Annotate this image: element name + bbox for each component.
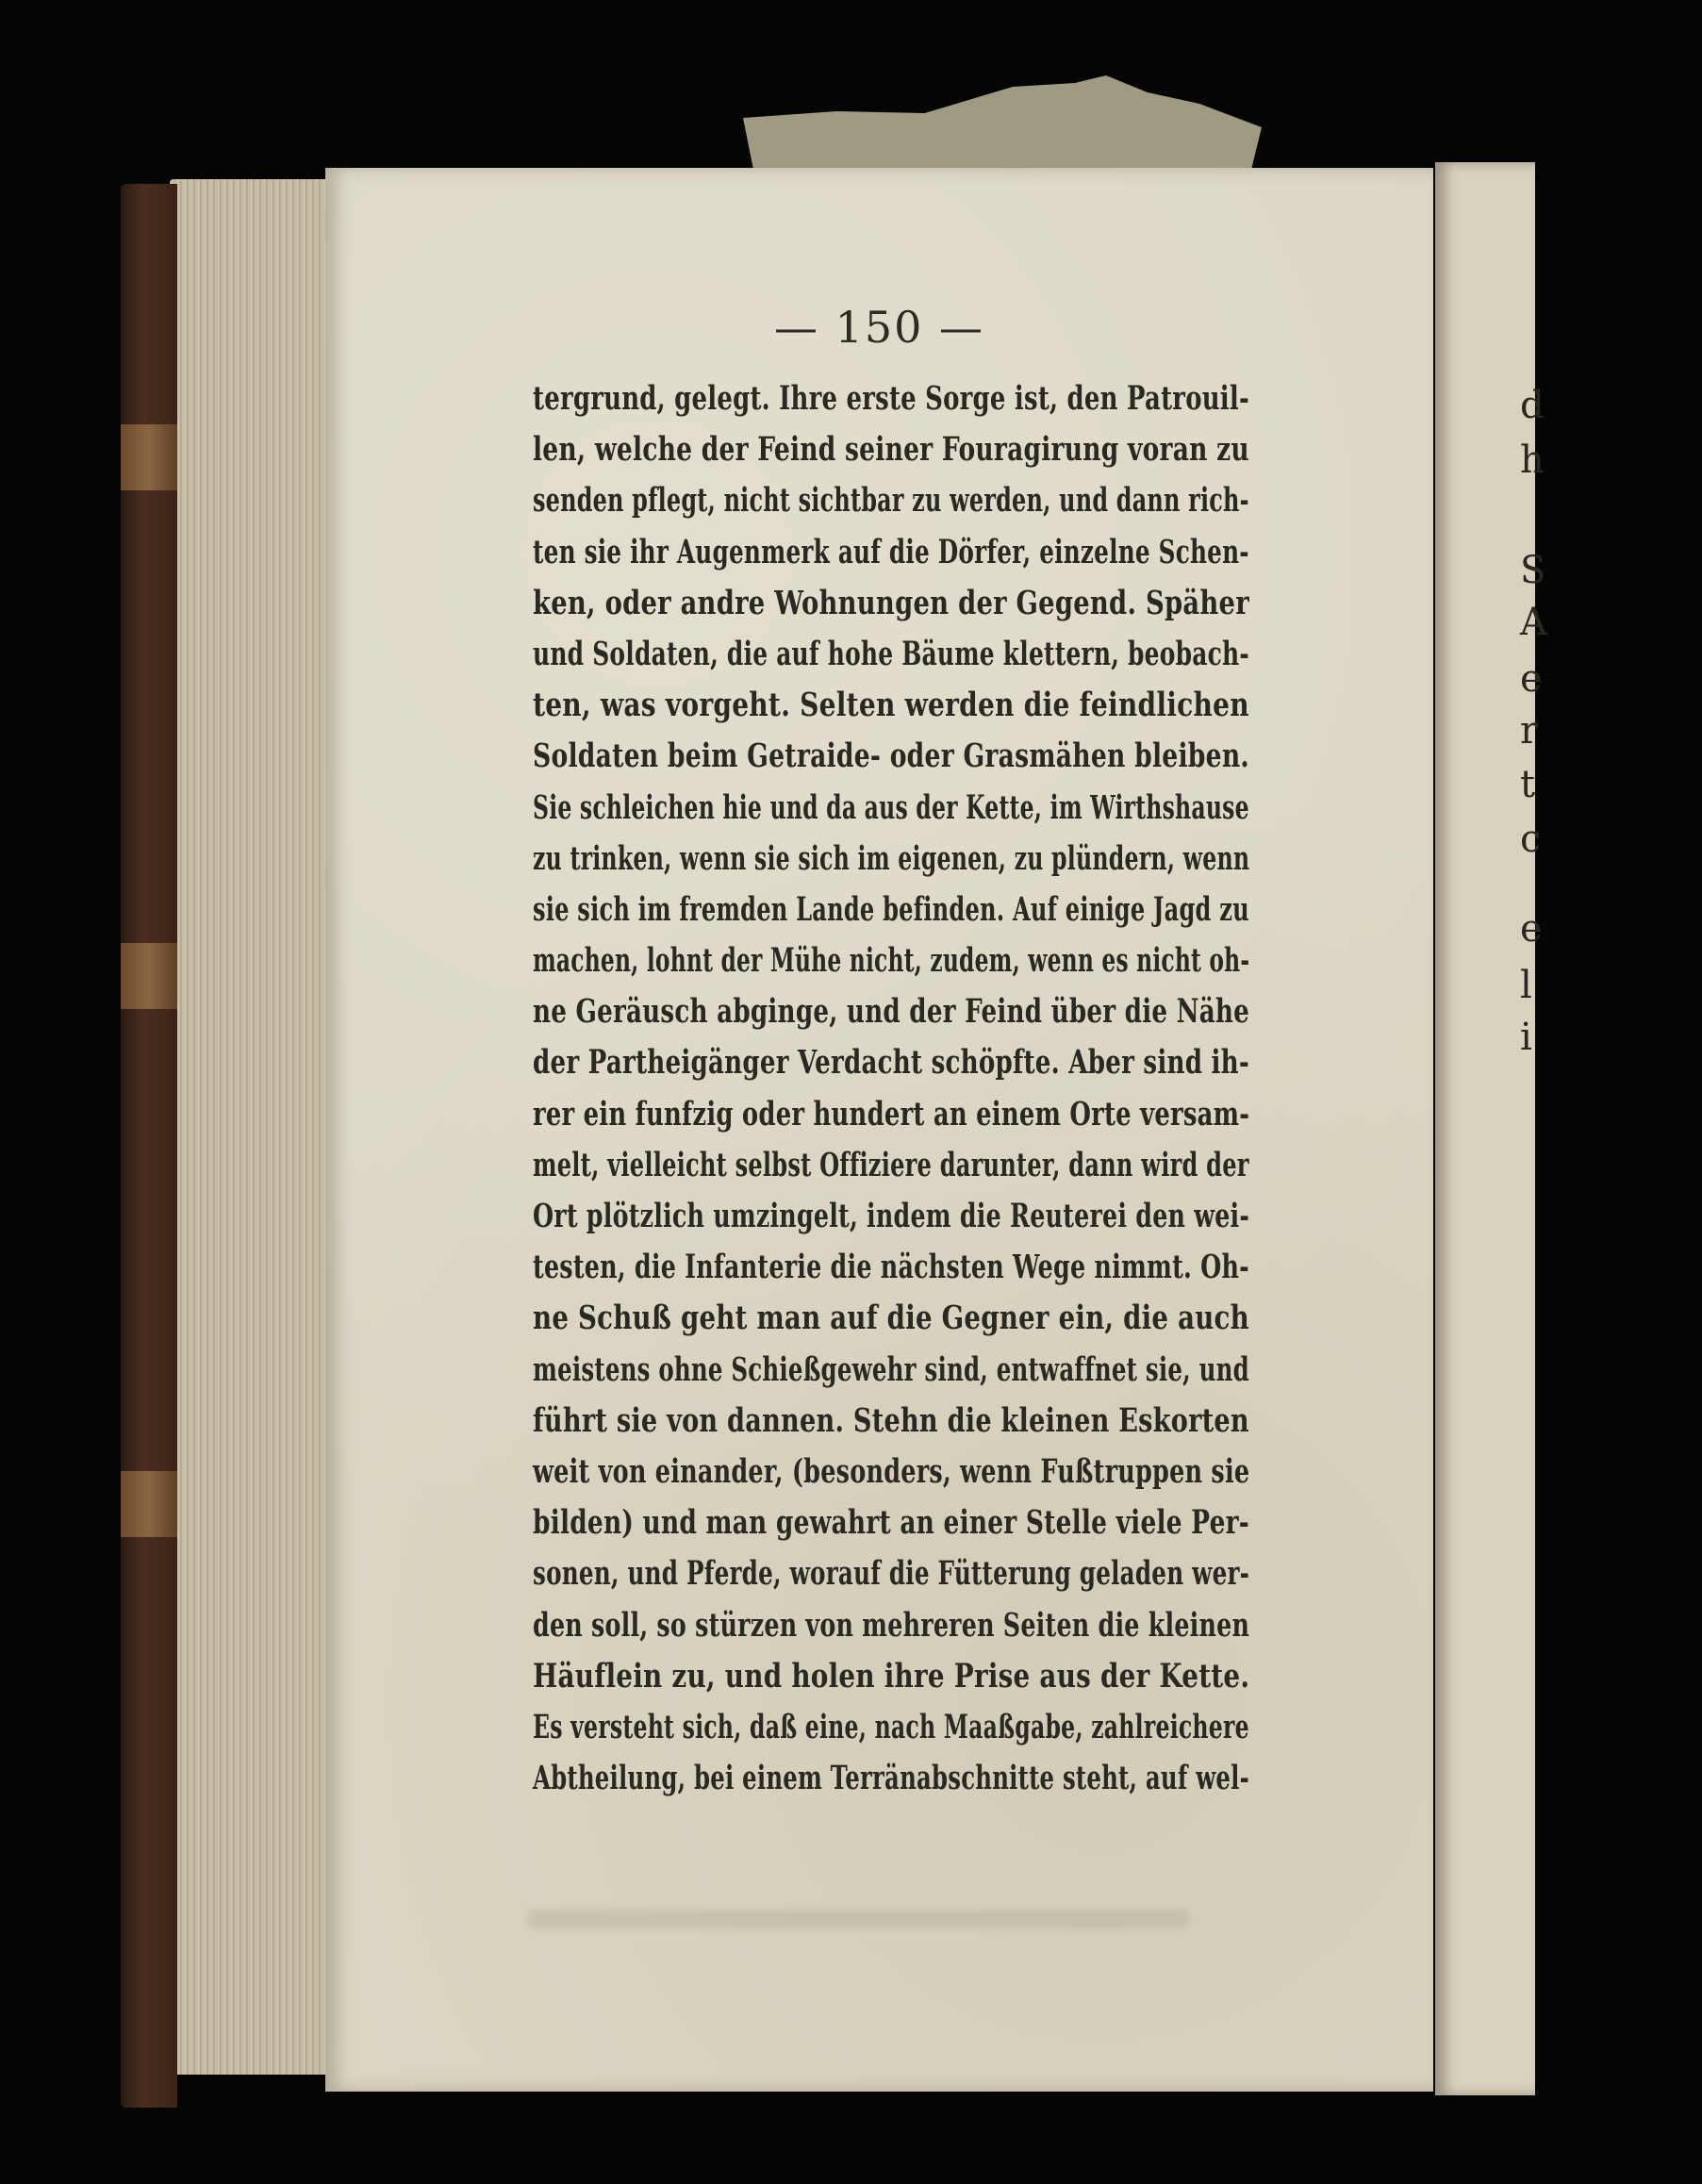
next-page-letter: l — [1520, 964, 1532, 1007]
text-line: Abtheilung, bei einem Terränabschnitte steht, auf wel- — [533, 1759, 1249, 1798]
text-line: len, welche der Feind seiner Fouragirung voran zu — [533, 430, 1249, 470]
next-page-letter: e — [1520, 907, 1543, 951]
torn-paper-strip — [743, 75, 1262, 170]
text-line: Häuflein zu, und holen ihre Prise aus der Kette. — [533, 1656, 1250, 1696]
text-line: Sie schleichen hie und da aus der Kette, im Wirthshause — [533, 787, 1249, 827]
cover-band — [121, 1471, 177, 1537]
text-line: den soll, so stürzen von mehreren Seiten die kleinen — [533, 1605, 1250, 1645]
next-page-letter: c — [1520, 818, 1542, 861]
text-line: bilden) und man gewahrt an einer Stelle viele Per- — [533, 1503, 1249, 1543]
next-page-letter: h — [1520, 438, 1545, 482]
text-line: und Soldaten, die auf hohe Bäume klettern, beobach- — [533, 634, 1249, 673]
next-page-letter: S — [1520, 549, 1546, 592]
text-line: ken, oder andre Wohnungen der Gegend. Späher — [533, 583, 1249, 622]
text-line: meistens ohne Schießgewehr sind, entwaffnet sie, und — [533, 1349, 1249, 1389]
text-line: sonen, und Pferde, worauf die Fütterung geladen wer- — [533, 1554, 1250, 1594]
page-edges — [170, 179, 330, 2075]
text-line: sie sich im fremden Lande befinden. Auf einige Jagd zu — [533, 889, 1249, 929]
bleed-through — [528, 1910, 1188, 1928]
text-line: ne Schuß geht man auf die Gegner ein, die auch — [533, 1299, 1249, 1338]
text-line: führt sie von dannen. Stehn die kleinen Eskorten — [533, 1400, 1249, 1440]
cover-band — [121, 943, 177, 1009]
next-page-letter: t — [1520, 763, 1536, 806]
text-line: Ort plötzlich umzingelt, indem die Reuterei den wei- — [533, 1197, 1250, 1235]
text-line: senden pflegt, nicht sichtbar zu werden, und dann rich- — [533, 481, 1249, 521]
text-line: tergrund, gelegt. Ihre erste Sorge ist, den Patrouil- — [533, 379, 1249, 418]
page-text — [533, 373, 1702, 1804]
text-line: melt, vielleicht selbst Offiziere darunter, dann wird der — [533, 1145, 1249, 1184]
text-line: machen, lohnt der Mühe nicht, zudem, wenn es nicht oh- — [533, 941, 1250, 981]
next-page-letter: e — [1520, 657, 1543, 701]
next-page-letter: r — [1520, 709, 1539, 753]
next-page-letter: A — [1520, 601, 1547, 644]
text-line: testen, die Infanterie die nächsten Wege nimmt. Oh- — [533, 1248, 1249, 1287]
text-line: ne Geräusch abginge, und der Feind über die Nähe — [533, 992, 1250, 1032]
next-page-letter: i — [1520, 1016, 1532, 1059]
book-page — [325, 168, 1433, 2092]
text-line: Soldaten beim Getraide- oder Grasmähen bleiben. — [533, 736, 1249, 776]
text-line: rer ein funfzig oder hundert an einem Orte versam- — [533, 1094, 1250, 1133]
next-page-letter: d — [1520, 384, 1545, 427]
text-line: Es versteht sich, daß eine, nach Maaßgabe, zahlreichere — [533, 1707, 1249, 1746]
text-line: ten sie ihr Augenmerk auf die Dörfer, einzelne Schen- — [533, 532, 1249, 571]
text-line: der Partheigänger Verdacht schöpfte. Aber sind ih- — [533, 1043, 1249, 1083]
text-line: ten, was vorgeht. Selten werden die feindlichen — [533, 686, 1249, 725]
text-line: zu trinken, wenn sie sich im eigenen, zu plündern, wenn — [533, 838, 1250, 878]
text-line: weit von einander, (besonders, wenn Fußtruppen sie — [533, 1451, 1250, 1491]
cover-band — [121, 424, 177, 490]
page-number: — 150 — — [773, 302, 985, 353]
